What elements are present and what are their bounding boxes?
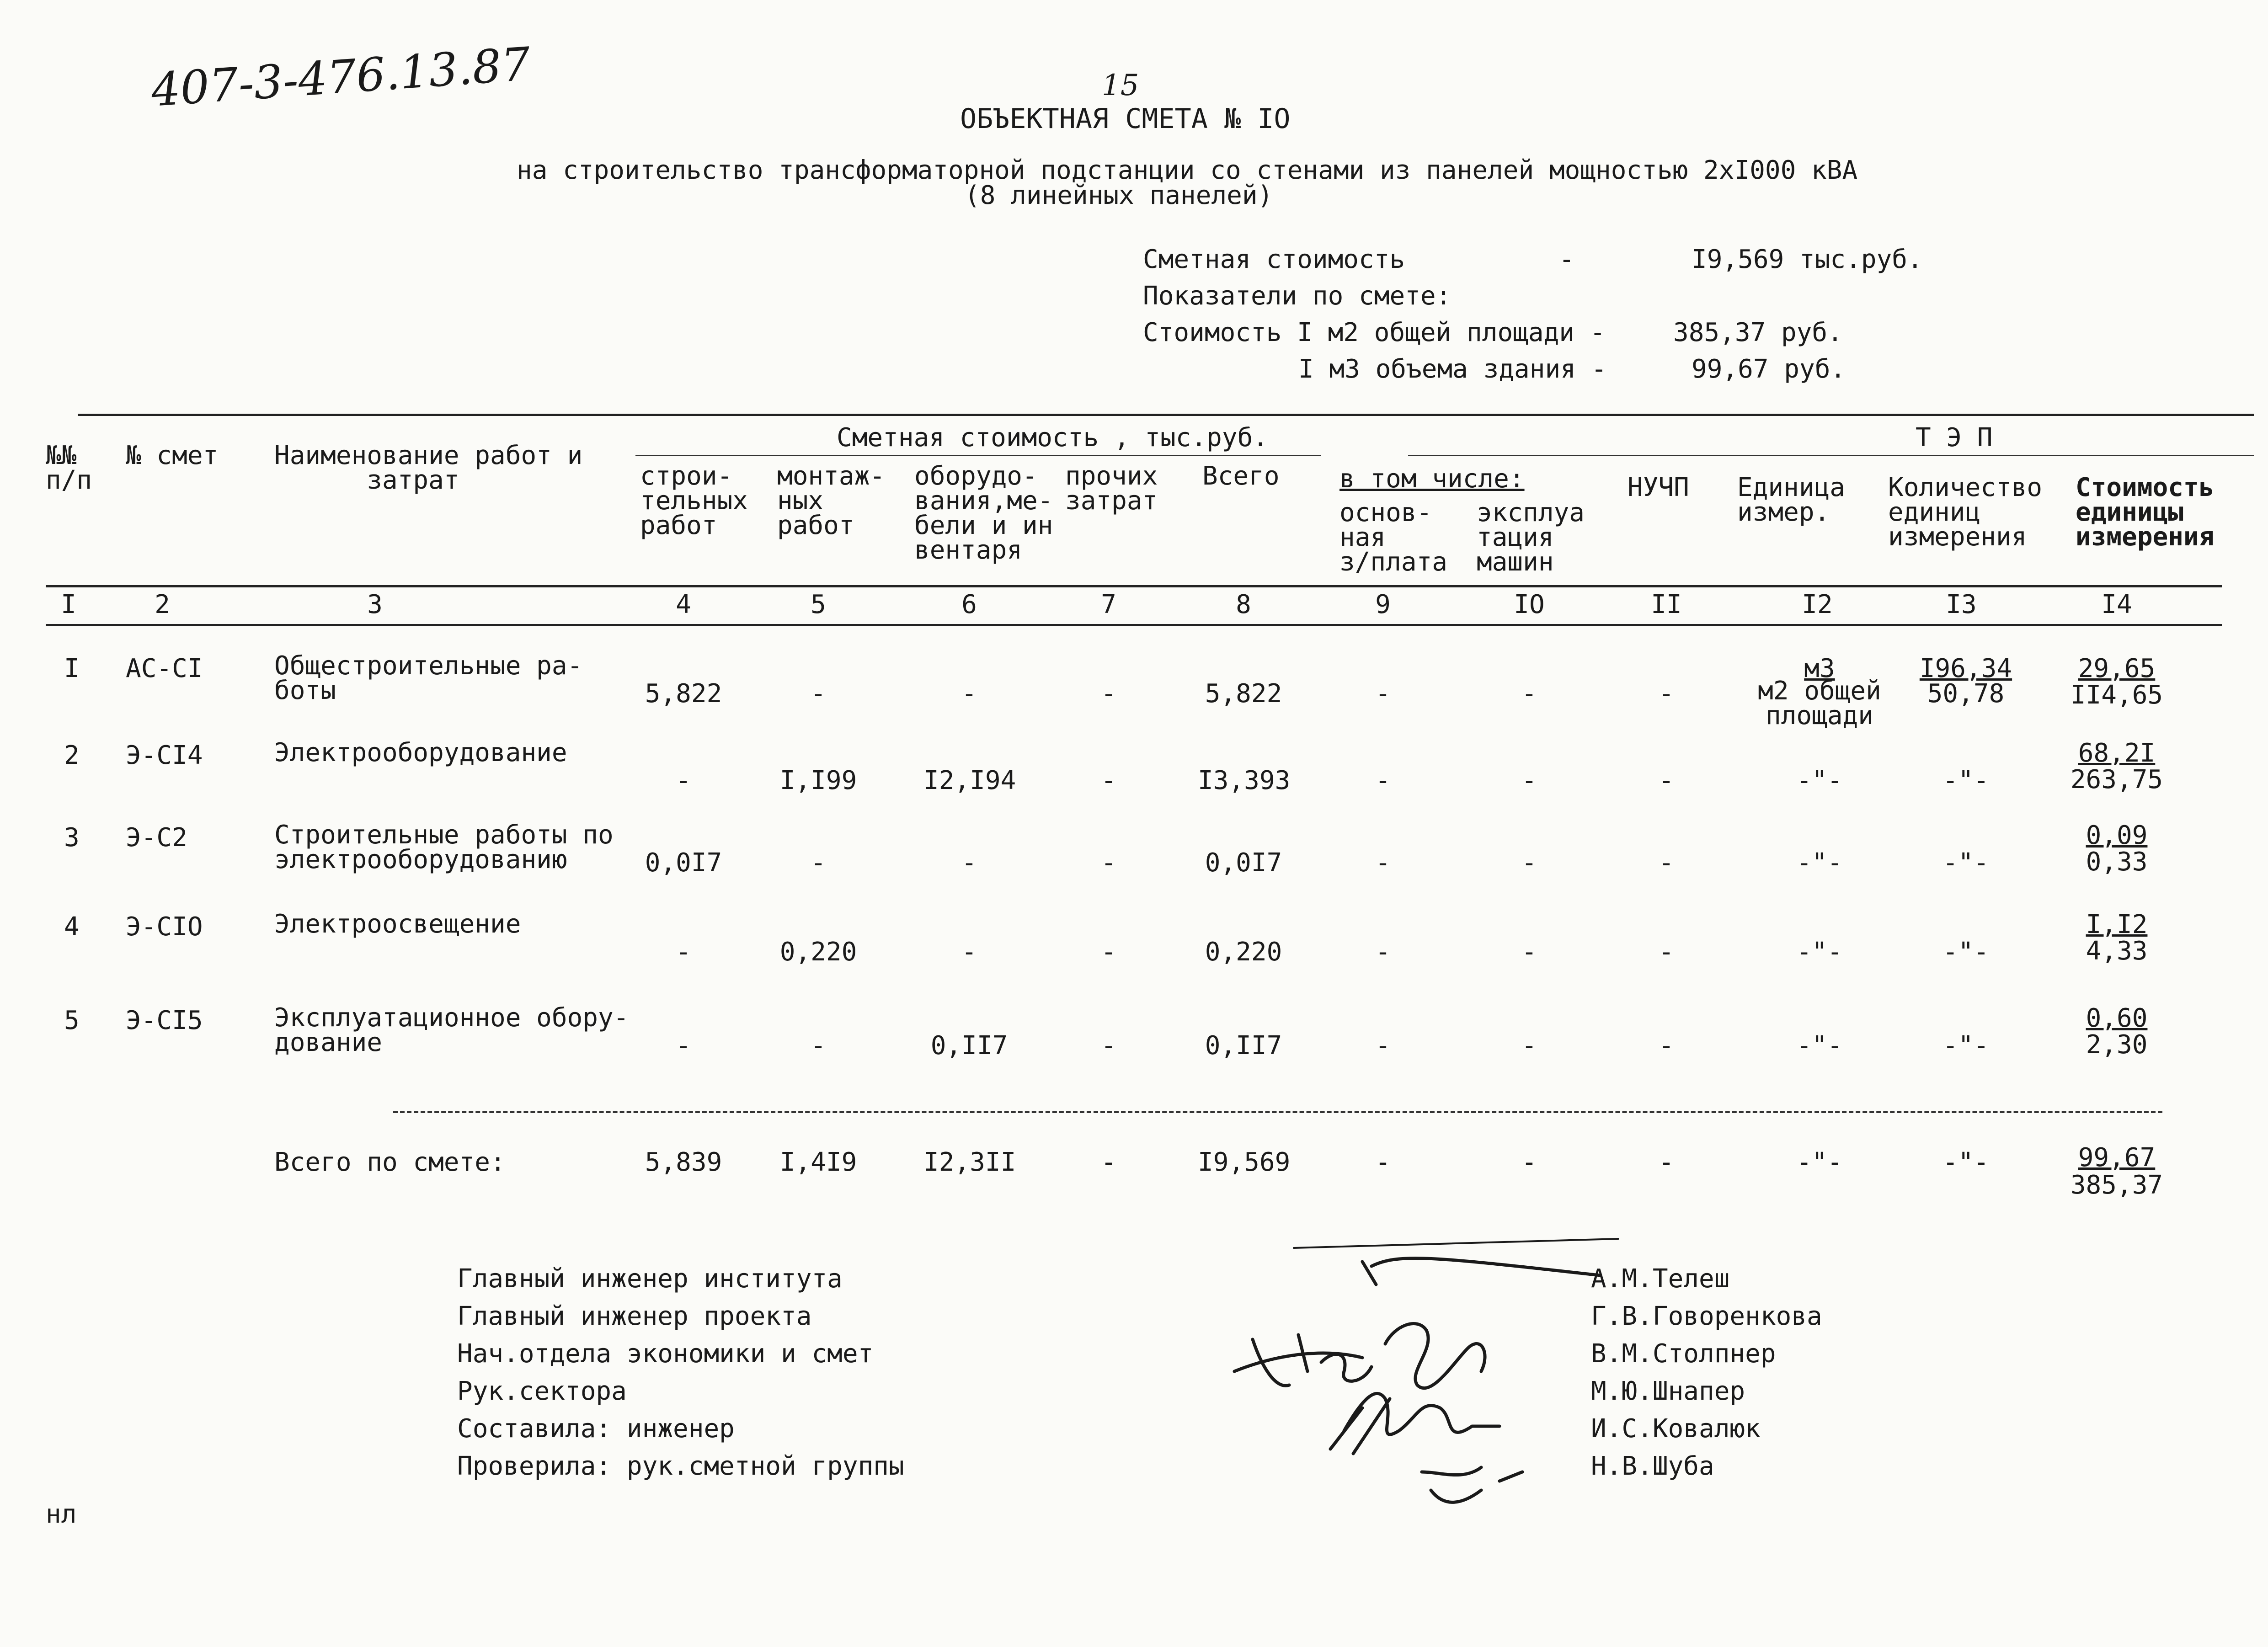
column-number: 9 xyxy=(1375,590,1391,619)
summary-per-m2-label: Стоимость I м2 общей площади - xyxy=(1143,318,1606,347)
row-number: 3 xyxy=(64,823,80,853)
total-build-cost: 5,839 xyxy=(645,1147,722,1177)
row-total-cost: 5,822 xyxy=(1205,679,1282,709)
total-label: Всего по смете: xyxy=(274,1147,506,1177)
total-unit: -"- xyxy=(1796,1147,1843,1177)
row-mount-cost: - xyxy=(811,679,826,709)
row-unitcost-top: 68,2I xyxy=(2078,738,2156,768)
header-col-equip: оборудо- вания,ме- бели и ин вентаря xyxy=(914,461,1053,565)
row-unitcost-bottom: 263,75 xyxy=(2070,765,2163,794)
row-qty-top: -"- xyxy=(1942,1031,1989,1061)
row-build-cost: - xyxy=(676,937,691,967)
subtitle-line2: (8 линейных панелей) xyxy=(965,181,1273,210)
row-nuchp: - xyxy=(1659,937,1674,967)
summary-indicators-label: Показатели по смете: xyxy=(1143,281,1452,311)
row-name: Строительные работы по электрооборудованию xyxy=(274,820,614,874)
header-bottom-rule xyxy=(46,585,2222,587)
total-mount-cost: I,4I9 xyxy=(779,1147,857,1177)
header-col-name: Наименование работ и затрат xyxy=(274,441,583,495)
row-unitcost-top: 0,09 xyxy=(2086,821,2148,850)
signature-name: А.М.Телеш xyxy=(1591,1264,1730,1294)
row-mount-cost: 0,220 xyxy=(779,937,857,967)
row-unit-top: -"- xyxy=(1796,1031,1843,1061)
signature-name: Н.В.Шуба xyxy=(1591,1451,1714,1481)
footer-mark: нл xyxy=(46,1499,77,1529)
signature-role: Главный инженер института xyxy=(457,1264,843,1294)
signature-role: Рук.сектора xyxy=(457,1376,627,1406)
row-equip-cost: - xyxy=(961,937,977,967)
header-col-machines: эксплуа тация машин xyxy=(1477,498,1585,577)
row-wage: - xyxy=(1375,937,1391,967)
row-wage: - xyxy=(1375,1031,1391,1061)
row-estimate-number: Э-CI5 xyxy=(126,1006,203,1035)
page-number: 15 xyxy=(1102,69,1139,102)
total-qty: -"- xyxy=(1942,1147,1989,1177)
row-estimate-number: Э-CIO xyxy=(126,912,203,942)
header-col-other: прочих затрат xyxy=(1065,461,1158,516)
row-name: Электрооборудование xyxy=(274,738,567,768)
header-col-no: №№ п/п xyxy=(46,441,92,495)
row-other-cost: - xyxy=(1101,679,1116,709)
header-group-tep: Т Э П xyxy=(1916,423,1993,453)
summary-per-m3-label: I м3 объема здания - xyxy=(1298,354,1607,384)
column-number: IO xyxy=(1514,590,1545,619)
signature-role: Проверила: рук.сметной группы xyxy=(457,1451,904,1481)
row-estimate-number: Э-С2 xyxy=(126,823,187,853)
row-unit-top: -"- xyxy=(1796,848,1843,878)
header-col-mount: монтаж- ных работ xyxy=(777,461,886,540)
row-equip-cost: - xyxy=(961,848,977,878)
total-all-cost: I9,569 xyxy=(1198,1147,1291,1177)
summary-cost-dash: - xyxy=(1559,245,1574,274)
row-number: 2 xyxy=(64,741,80,770)
column-number: I2 xyxy=(1802,590,1833,619)
row-name: Эксплуатационное обору- дование xyxy=(274,1003,629,1057)
column-number: 2 xyxy=(155,590,170,619)
tep-group-rule xyxy=(1408,455,2254,456)
row-total-cost: 0,220 xyxy=(1205,937,1282,967)
total-unitcost-bottom: 385,37 xyxy=(2070,1170,2163,1200)
table-top-rule xyxy=(78,414,2254,416)
page-title: ОБЪЕКТНАЯ СМЕТА № IO xyxy=(960,103,1291,135)
row-qty-top: -"- xyxy=(1942,766,1989,795)
header-col-build: строи- тельных работ xyxy=(640,461,748,540)
column-number: II xyxy=(1651,590,1682,619)
row-unitcost-top: I,I2 xyxy=(2086,910,2148,939)
row-total-cost: I3,393 xyxy=(1198,766,1291,795)
handwritten-signatures xyxy=(1225,1234,1628,1518)
row-wage: - xyxy=(1375,679,1391,709)
row-name: Электроосвещение xyxy=(274,909,521,939)
header-col-qty: Количество единиц измерения xyxy=(1888,473,2043,552)
column-number: 3 xyxy=(367,590,383,619)
summary-per-m3-value: 99,67 руб. xyxy=(1692,354,1846,384)
row-unitcost-top: 29,65 xyxy=(2078,654,2156,683)
signature-name: В.М.Столпнер xyxy=(1591,1339,1776,1369)
row-qty-top: -"- xyxy=(1942,848,1989,878)
signature-role: Составила: инженер xyxy=(457,1414,735,1444)
row-nuchp: - xyxy=(1659,848,1674,878)
subtitle-line1: на строительство трансформаторной подстанции со стенами из панелей мощностью 2хI000 кВА xyxy=(517,155,1858,185)
header-col-unit: Единица измер. xyxy=(1737,473,1846,527)
total-wage: - xyxy=(1375,1147,1391,1177)
row-build-cost: 5,822 xyxy=(645,679,722,709)
column-number: 7 xyxy=(1101,590,1116,619)
row-wage: - xyxy=(1375,766,1391,795)
row-mount-cost: - xyxy=(811,848,826,878)
row-estimate-number: АС-CI xyxy=(126,654,203,683)
row-unitcost-bottom: 4,33 xyxy=(2086,936,2148,966)
row-other-cost: - xyxy=(1101,937,1116,967)
row-unit-top: -"- xyxy=(1796,937,1843,967)
row-mount-cost: I,I99 xyxy=(779,766,857,795)
header-group-cost: Сметная стоимость , тыс.руб. xyxy=(837,423,1269,453)
row-total-cost: 0,0I7 xyxy=(1205,848,1282,878)
row-qty-top: -"- xyxy=(1942,937,1989,967)
row-other-cost: - xyxy=(1101,1031,1116,1061)
header-col-total: Всего xyxy=(1202,461,1280,491)
row-unitcost-bottom: 0,33 xyxy=(2086,847,2148,877)
total-rule xyxy=(393,1111,2162,1113)
row-total-cost: 0,II7 xyxy=(1205,1031,1282,1061)
column-number: 6 xyxy=(961,590,977,619)
column-number: 8 xyxy=(1236,590,1251,619)
row-nuchp: - xyxy=(1659,1031,1674,1061)
total-equip-cost: I2,3II xyxy=(923,1147,1016,1177)
row-equip-cost: - xyxy=(961,679,977,709)
row-unitcost-top: 0,60 xyxy=(2086,1003,2148,1033)
row-machines: - xyxy=(1521,848,1537,878)
row-unit-top: м3 xyxy=(1804,654,1835,683)
row-mount-cost: - xyxy=(811,1031,826,1061)
total-nuchp: - xyxy=(1659,1147,1674,1177)
row-nuchp: - xyxy=(1659,766,1674,795)
summary-cost-label: Сметная стоимость xyxy=(1143,245,1405,274)
row-unitcost-bottom: II4,65 xyxy=(2070,680,2163,710)
colnum-bottom-rule xyxy=(46,624,2222,626)
summary-cost-value: I9,569 тыс.руб. xyxy=(1692,245,1923,274)
signature-name: И.С.Ковалюк xyxy=(1591,1414,1761,1444)
row-unit-bottom: м2 общей площади xyxy=(1758,676,1881,730)
total-other-cost: - xyxy=(1101,1147,1116,1177)
column-number: I4 xyxy=(2101,590,2132,619)
document-code: 407-3-476.13.87 xyxy=(149,37,533,117)
row-build-cost: - xyxy=(676,766,691,795)
row-number: I xyxy=(64,654,80,683)
row-number: 4 xyxy=(64,912,80,942)
column-number: 4 xyxy=(676,590,691,619)
column-number: 5 xyxy=(811,590,826,619)
row-qty-bottom: 50,78 xyxy=(1927,679,2005,709)
row-qty-top: I96,34 xyxy=(1919,654,2012,683)
row-equip-cost: 0,II7 xyxy=(930,1031,1008,1061)
signature-role: Главный инженер проекта xyxy=(457,1301,812,1331)
row-build-cost: 0,0I7 xyxy=(645,848,722,878)
header-incl: в том числе: xyxy=(1339,464,1525,494)
row-nuchp: - xyxy=(1659,679,1674,709)
signature-role: Нач.отдела экономики и смет xyxy=(457,1339,874,1369)
row-wage: - xyxy=(1375,848,1391,878)
column-number: I xyxy=(61,590,76,619)
row-unitcost-bottom: 2,30 xyxy=(2086,1030,2148,1060)
row-name: Общестроительные ра- боты xyxy=(274,651,583,705)
signature-name: Г.В.Говоренкова xyxy=(1591,1301,1822,1331)
header-col-wage: основ- ная з/плата xyxy=(1339,498,1448,577)
row-machines: - xyxy=(1521,937,1537,967)
header-col-nuchp: НУЧП xyxy=(1628,473,1689,502)
row-other-cost: - xyxy=(1101,766,1116,795)
row-build-cost: - xyxy=(676,1031,691,1061)
row-estimate-number: Э-CI4 xyxy=(126,741,203,770)
row-unit-top: -"- xyxy=(1796,766,1843,795)
column-number: I3 xyxy=(1946,590,1977,619)
row-number: 5 xyxy=(64,1006,80,1035)
row-machines: - xyxy=(1521,679,1537,709)
cost-group-rule xyxy=(635,455,1321,456)
total-unitcost-top: 99,67 xyxy=(2078,1143,2156,1173)
signature-name: М.Ю.Шнапер xyxy=(1591,1376,1745,1406)
row-other-cost: - xyxy=(1101,848,1116,878)
header-col-estimate: № смет xyxy=(126,441,219,470)
header-col-unitcost: Стоимость единицы измерения xyxy=(2076,473,2215,552)
total-machines: - xyxy=(1521,1147,1537,1177)
summary-per-m2-value: 385,37 руб. xyxy=(1673,318,1843,347)
row-machines: - xyxy=(1521,766,1537,795)
row-machines: - xyxy=(1521,1031,1537,1061)
row-equip-cost: I2,I94 xyxy=(923,766,1016,795)
